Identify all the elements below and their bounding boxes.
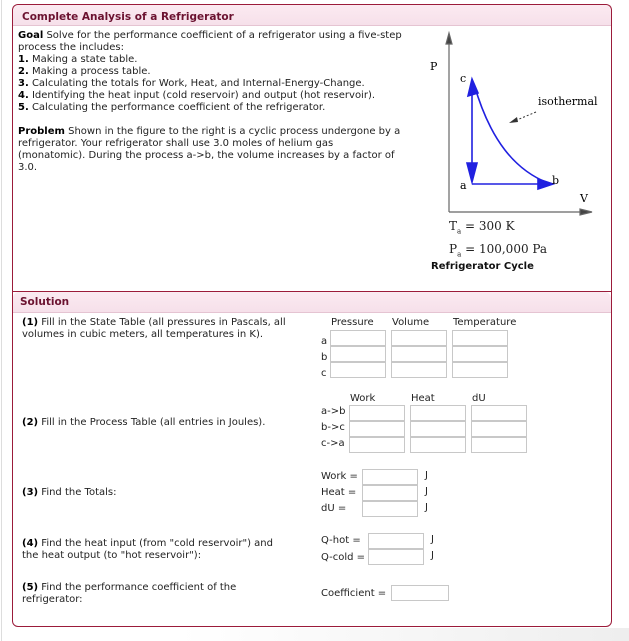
row-b-c: b->c	[321, 422, 345, 433]
problem-line: refrigerator. Your refrigerator shall use 3.0 moles of helium gas	[18, 138, 334, 149]
point-b: b	[552, 174, 560, 187]
volume-c-input[interactable]	[391, 362, 447, 378]
arrow-a	[467, 163, 477, 182]
q-cold-label: Q-cold =	[321, 552, 366, 563]
pressure-a-input[interactable]	[330, 330, 386, 346]
total-du-label: dU =	[321, 503, 347, 514]
col-heat: Heat	[411, 393, 435, 404]
coefficient-input[interactable]	[391, 585, 449, 601]
temperature-b-input[interactable]	[452, 346, 508, 362]
problem-line: (monatomic). During the process a->b, the volume increases by a factor of	[18, 150, 395, 161]
total-work-input[interactable]	[362, 469, 418, 485]
pressure-c-input[interactable]	[330, 362, 386, 378]
pa-value: $P_a = 100,000$ Pa	[449, 242, 548, 259]
col-pressure: Pressure	[331, 317, 374, 328]
solution-panel	[12, 291, 612, 627]
col-work: Work	[350, 393, 376, 404]
problem-label: Problem	[18, 126, 65, 137]
total-heat-input[interactable]	[362, 485, 418, 501]
total-heat-label: Heat =	[321, 487, 357, 498]
shadow	[180, 628, 629, 641]
step5-text: (5) Find the performance coefficient of the refrigerator:	[22, 582, 237, 605]
point-c: c	[460, 72, 467, 85]
row-b: b	[321, 352, 328, 363]
row-c-a: c->a	[321, 438, 345, 449]
coefficient-label: Coefficient =	[321, 588, 387, 599]
heat-bc-input[interactable]	[410, 421, 466, 437]
work-bc-input[interactable]	[349, 421, 405, 437]
row-c: c	[321, 368, 327, 379]
unit-j: J	[425, 502, 428, 513]
temperature-c-input[interactable]	[452, 362, 508, 378]
work-ca-input[interactable]	[349, 437, 405, 453]
du-ab-input[interactable]	[471, 405, 527, 421]
step1-text: (1) Fill in the State Table (all pressures in Pascals, all volumes in cubic meters, all temperatures in K).	[22, 317, 286, 340]
q-hot-label: Q-hot =	[321, 535, 361, 546]
goal-line: process the includes:	[18, 42, 125, 53]
goal-text	[18, 30, 402, 114]
step2-text: (2) Fill in the Process Table (all entries in Joules).	[22, 417, 266, 428]
v-axis-arrow	[580, 209, 592, 215]
process-b-c-isothermal	[474, 84, 548, 183]
p-label: P	[430, 60, 438, 73]
isothermal-label: isothermal	[538, 95, 598, 108]
point-a: a	[460, 179, 467, 192]
goal-label: Goal	[18, 30, 44, 41]
q-cold-input[interactable]	[368, 549, 424, 565]
row-a: a	[321, 336, 328, 347]
pressure-b-input[interactable]	[330, 346, 386, 362]
goal-step: 4. Identifying the heat input (cold reservoir) and output (hot reservoir).	[18, 90, 376, 101]
goal-step: 1. Making a state table.	[18, 54, 138, 65]
heat-ca-input[interactable]	[410, 437, 466, 453]
figure-caption: Refrigerator Cycle	[431, 261, 534, 272]
q-hot-input[interactable]	[368, 533, 424, 549]
du-ca-input[interactable]	[471, 437, 527, 453]
unit-j: J	[425, 486, 428, 497]
unit-j: J	[431, 550, 434, 561]
col-du: dU	[472, 393, 486, 404]
problem-line: 3.0.	[18, 162, 38, 173]
problem-line: Shown in the figure to the right is a cyclic process undergone by a	[64, 126, 401, 137]
step3-text: (3) Find the Totals:	[22, 487, 117, 498]
problem-text	[18, 126, 400, 174]
work-ab-input[interactable]	[349, 405, 405, 421]
step4-text: (4) Find the heat input (from "cold reservoir") and the heat output (to "hot reservoir"):	[22, 538, 273, 561]
window-edge	[1, 0, 2, 641]
heat-ab-input[interactable]	[410, 405, 466, 421]
col-temperature: Temperature	[453, 317, 517, 328]
arrow-c	[468, 79, 478, 96]
arrow-b	[538, 179, 553, 189]
row-a-b: a->b	[321, 406, 346, 417]
solution-header	[13, 292, 611, 313]
solution-title: Solution	[20, 296, 70, 308]
goal-step: 2. Making a process table.	[18, 66, 151, 77]
total-du-input[interactable]	[362, 501, 418, 517]
pv-diagram	[420, 30, 610, 220]
unit-j: J	[431, 534, 434, 545]
goal-step: 5. Calculating the performance coefficient of the refrigerator.	[18, 102, 326, 113]
goal-line: Solve for the performance coefficient of a refrigerator using a five-step	[43, 30, 402, 41]
page-title: Complete Analysis of a Refrigerator	[22, 11, 234, 23]
pointer-arrow	[509, 117, 518, 123]
ta-value: $T_a = 300$ K	[449, 219, 515, 236]
p-axis-arrow	[446, 33, 452, 44]
unit-j: J	[425, 470, 428, 481]
volume-a-input[interactable]	[391, 330, 447, 346]
volume-b-input[interactable]	[391, 346, 447, 362]
du-bc-input[interactable]	[471, 421, 527, 437]
temperature-a-input[interactable]	[452, 330, 508, 346]
v-label: V	[580, 192, 588, 205]
col-volume: Volume	[392, 317, 430, 328]
total-work-label: Work =	[321, 471, 358, 482]
goal-step: 3. Calculating the totals for Work, Heat, and Internal-Energy-Change.	[18, 78, 365, 89]
